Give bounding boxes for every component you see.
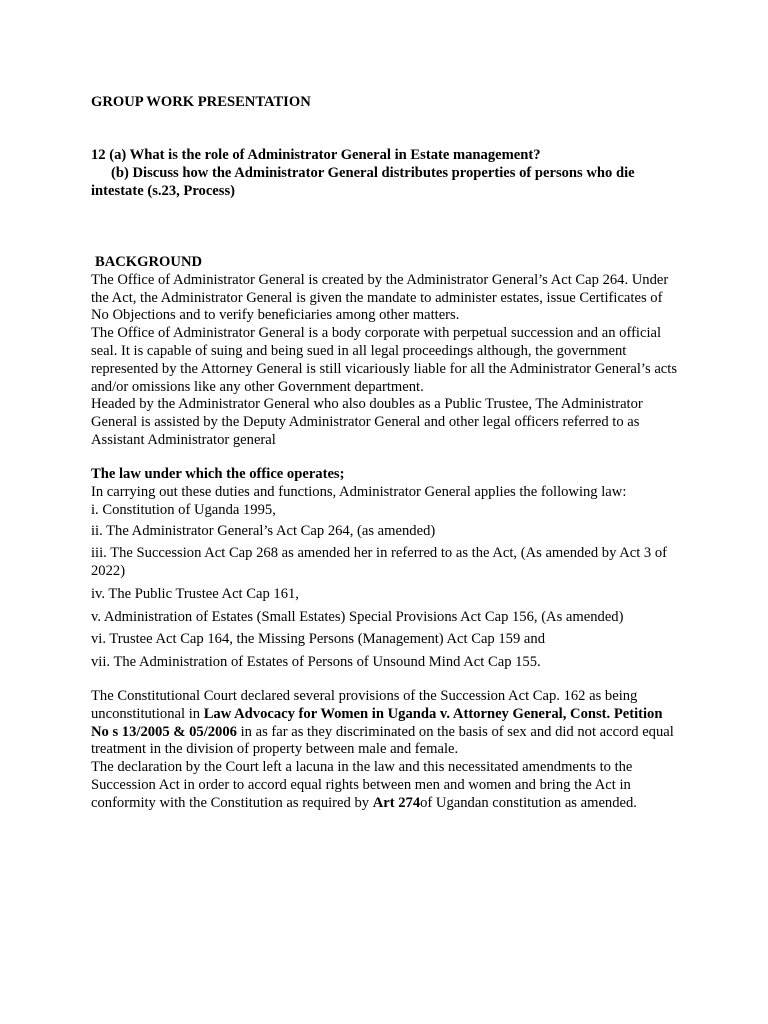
- question-a: 12 (a) What is the role of Administrator General in Estate management?: [91, 147, 541, 163]
- court-text: of Ugandan constitution as amended.: [420, 794, 637, 811]
- court-text: in as far as they discriminated on the basis of sex and did not accord equal treatment in the division of property between male and female.: [91, 723, 674, 758]
- law-list-item: vi. Trustee Act Cap 164, the Missing Persons (Management) Act Cap 159 and: [91, 631, 545, 648]
- law-list-item: iii. The Succession Act Cap 268 as amended her in referred to as the Act, (As amended by Act 3 of 2022): [91, 545, 668, 579]
- question-block: [91, 147, 681, 200]
- law-section: [91, 466, 681, 672]
- law-list-item: i. Constitution of Uganda 1995,: [91, 501, 276, 518]
- court-paragraph-1: [91, 688, 681, 759]
- court-section: [91, 688, 681, 813]
- law-list-item: v. Administration of Estates (Small Estates) Special Provisions Act Cap 156, (As amended): [91, 608, 624, 625]
- case-citation: Law Advocacy for Women in Uganda v. Attorney General, Const. Petition No s 13/2005 & 05/2006: [91, 705, 663, 740]
- article-reference: Art 274: [372, 794, 421, 811]
- court-text: The Constitutional Court declared several provisions of the Succession Act Cap. 162 as being unconstitutional in: [91, 688, 638, 722]
- law-list-item: vii. The Administration of Estates of Persons of Unsound Mind Act Cap 155.: [91, 654, 541, 671]
- court-paragraph-2: [91, 759, 681, 812]
- background-paragraph: Headed by the Administrator General who also doubles as a Public Trustee, The Administrator General is assisted by the Deputy Administrator General and other legal officers referred to as Assistant Administrator general: [91, 396, 643, 448]
- law-list-item: ii. The Administrator General’s Act Cap 264, (as amended): [91, 523, 436, 540]
- question-b: (b) Discuss how the Administrator General distributes properties of persons who die intestate (s.23, Process): [91, 164, 635, 199]
- background-title: BACKGROUND: [95, 254, 203, 270]
- background-paragraph: The Office of Administrator General is a body corporate with perpetual succession and an official seal. It is capable of suing and being sued in all legal proceedings although, the government represented by the Attorney General is still vicariously liable for all the Administrator General’s acts and/or omissions like any other Government department.: [91, 325, 678, 395]
- background-paragraph: The Office of Administrator General is created by the Administrator General’s Act Cap 264. Under the Act, the Administrator General is given the mandate to administer estates, issue Certificates of No Objections and to verify beneficiaries among other matters.: [91, 271, 669, 324]
- background-section: [91, 254, 681, 450]
- law-list-item: iv. The Public Trustee Act Cap 161,: [91, 585, 299, 602]
- law-intro: In carrying out these duties and functions, Administrator General applies the following law:: [91, 483, 627, 500]
- document-heading: GROUP WORK PRESENTATION: [91, 94, 311, 110]
- court-text: The declaration by the Court left a lacuna in the law and this necessitated amendments to the Succession Act in order to accord equal rights between men and women and bring the Act in conformity with the Constitution as required by: [91, 759, 633, 811]
- law-title: The law under which the office operates;: [91, 466, 345, 482]
